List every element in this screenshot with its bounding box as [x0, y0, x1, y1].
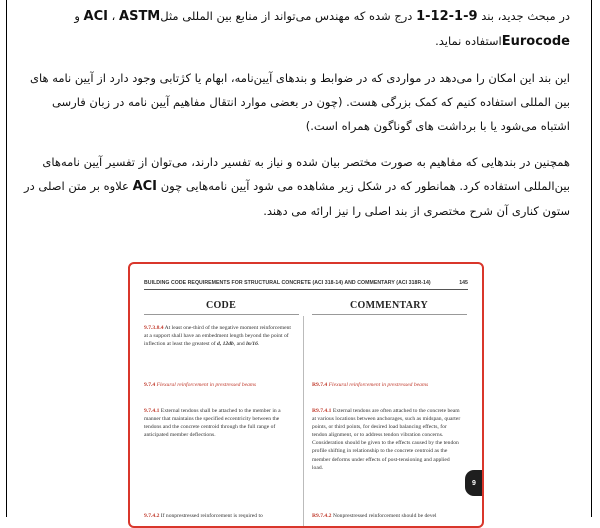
figure-header [144, 280, 468, 286]
commentary-title-rule [312, 314, 467, 315]
code-text: If nonprestressed reinforcement is required to [159, 513, 263, 519]
code-para-9-7-4-1 [144, 407, 294, 439]
p1-text: استفاده نماید. [435, 34, 502, 48]
commentary-ref: R9.7.4.2 [312, 513, 332, 519]
commentary-section-ref: R9.7.4 [312, 382, 328, 388]
chapter-tab-badge: 9 [465, 470, 483, 496]
p1-text: در مبحث جدید، بند [477, 9, 570, 23]
acronym-eurocode: Eurocode [501, 34, 570, 49]
column-divider [303, 316, 304, 526]
paragraph-3 [22, 150, 570, 223]
commentary-para-r9-7-4-2 [312, 512, 462, 520]
p1-text: و [74, 9, 84, 23]
code-para-9-7-4-2 [144, 512, 294, 520]
clause-number: 9-1-12-1 [416, 9, 478, 24]
code-section-9-7-4 [144, 381, 294, 389]
paragraph-2: این بند این امکان را می‌دهد در مواردی که در ضوابط و بندهای آیین‌نامه، ابهام یا کژتابی وجود دارد از آیین نامه های بین المللی استفاده کنیم که کمک بزرگی هست. (چون در بعضی موارد انتقال مفاهیم آیین نامه در زبان فارسی اشتباه می‌شود یا با برداشت های گوناگون همراه است.) [30, 71, 570, 133]
acronym-aci: ACI [132, 179, 158, 194]
header-rule [144, 289, 468, 290]
figure-page-number: 145 [459, 280, 468, 286]
code-ref: 9.7.3.8.4 [144, 325, 164, 331]
commentary-column-title: COMMENTARY [349, 300, 428, 311]
code-ref: 9.7.4.2 [144, 513, 160, 519]
paragraph-1 [22, 4, 570, 54]
code-symbol: d, 12db [217, 341, 234, 348]
commentary-para-r9-7-4-1 [312, 407, 462, 472]
p1-text: ، [107, 9, 120, 23]
code-symbol: ln/16 [246, 341, 258, 348]
p3-text: همچنین در بندهایی که مفاهیم به صورت مختصر بیان شده و نیاز به تفسیر دارند، می‌توان از تفسیر آیین نامه‌های بین‌المللی استفاده کرد. همانطور که در شکل زیر مشاهده می شود آیین نامه‌هایی چون [42, 155, 570, 193]
code-text: . [257, 341, 260, 348]
acronym-astm: ASTM [119, 9, 161, 24]
p1-text: درج شده که مهندس می‌تواند از منابع بین المللی مثل [160, 9, 417, 23]
code-ref: 9.7.4.1 [144, 408, 160, 414]
acronym-aci: ACI [83, 9, 108, 24]
code-text: , and [233, 341, 247, 348]
commentary-ref: R9.7.4.1 [312, 408, 332, 414]
figure-header-title: BUILDING CODE REQUIREMENTS FOR STRUCTURAL CONCRETE (ACI 318-14) AND COMMENTARY (ACI 318R-14) [144, 280, 431, 286]
code-section-title: Flexural reinforcement in prestressed beams [155, 382, 257, 388]
code-column-title: CODE [205, 300, 237, 311]
code-title-rule [144, 314, 299, 315]
commentary-text: External tendons are often attached to the concrete beam at various locations between anchorages, such as midspan, quarter points, or third points, for desired load balancing effects, for tendon alignment, or to address tendon vibration concerns. Consideration should be given to the effects caused by the tendon profile shifting in relationship to the concrete centroid as the member deforms under effects of post-tensioning and applied load. [312, 408, 461, 471]
commentary-section-r9-7-4 [312, 381, 462, 389]
code-section-ref: 9.7.4 [144, 382, 156, 388]
p3-text: علاوه بر متن اصلی در ستون کناری آن شرح مختصری از بند اصلی را نیز ارائه می دهند. [24, 179, 570, 218]
commentary-section-title: Flexural reinforcement in prestressed beams [327, 382, 429, 388]
code-text: At least one-third of the negative moment reinforcement at a support shall have an embedment length beyond the point of inflection at least the greatest of [144, 325, 291, 348]
aci-code-figure [128, 262, 484, 528]
code-para-9-7-3-8-4 [144, 324, 294, 348]
commentary-text: Nonprestressed reinforcement should be devel [331, 513, 437, 519]
code-text: External tendons shall be attached to the member in a manner that maintains the specified eccentricity between the tendons and the concrete centroid through the full range of anticipated member deflections. [144, 408, 281, 439]
